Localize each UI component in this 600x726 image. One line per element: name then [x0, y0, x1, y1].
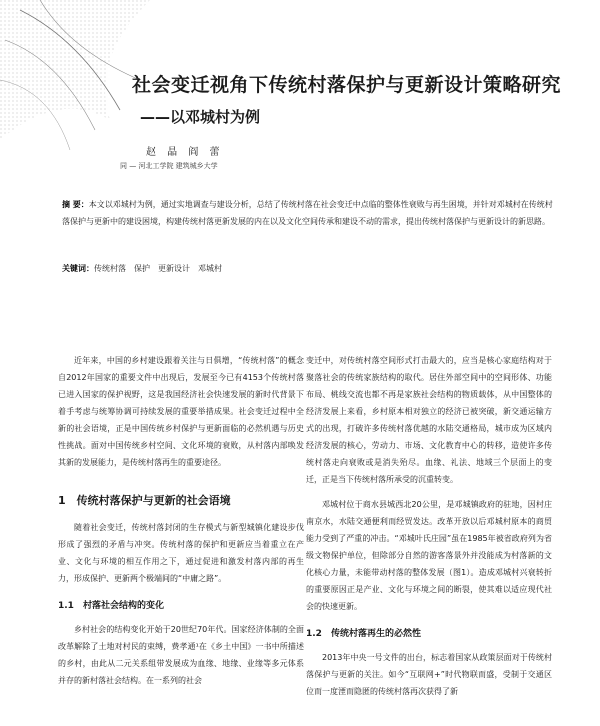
- paragraph: 乡村社会的结构变化开始于20世纪70年代。国家经济体制的全面改革解除了土地对村民的束缚，费孝通¹在《乡土中国》一书中所描述的乡村，由此从二元关系组带发展成为血缘、地缘、业缘等多元体系并存的新村落社会结构。在一系列的社会: [58, 625, 304, 685]
- abstract-label: 摘 要：: [62, 200, 89, 209]
- subsection-heading: 1.1 村落社会结构的变化: [58, 601, 164, 611]
- keywords-label: 关键词：: [62, 264, 94, 273]
- body-column-left: [58, 352, 304, 689]
- keywords-block: [62, 263, 554, 274]
- article-title: 社会变迁视角下传统村落保护与更新设计策略研究: [132, 74, 562, 96]
- article-subtitle: ——以邓城村为例: [140, 108, 261, 126]
- keywords-text: 传统村落 保护 更新设计 邓城村: [94, 264, 222, 273]
- section-heading: 1 传统村落保护与更新的社会语境: [58, 494, 231, 507]
- body-column-right: [306, 352, 552, 700]
- paragraph: 变迁中，对传统村落空间形式打击最大的，应当是核心家庭结构对于聚落社会的传统家族结构的取代。居住外部空间中的空间形体、功能布局、桃线交流也都不再是家族社会结构的物质载体，从中国整体的经济发展上来看，乡村原本相对独立的经济已被突破，新交通运输方式的出现，打破许多传统村落优越的水陆交通格局，城市成为区域内经济发展的核心，劳动力、市场、文化教育中心的转移，造使许多传统村落走向衰败或是消失殆尽。血缘、礼法、地域三个层面上的变迁，正是当下传统村落所承受的沉重转变。: [306, 356, 552, 484]
- paragraph: 近年来，中国的乡村建设跟着关注与日俱增，“传统村落”的概念自2012年国家的重要文件中出现后，发展至今已有4153个传统村落已进入国家的保护视野，这是我国经济社会快速发展的新时代背景下着手考虑与统筹协调可持续发展的重要举措成果。社会变迁过程中全新的社会语境，正是中国传统乡村保护与更新面临的必然机遇与历史性挑战。面对中国传统乡村空间、文化环境的衰败，从村落内部唤发其新的发展能力，是传统村落再生的重要途径。: [58, 356, 304, 467]
- paragraph: 2013年中央一号文件的出台，标志着国家从政策层面对于传统村落保护与更新的关注。如今“互联网+”时代物联而盛，受制于交通区位而一度湮而隐匿的传统村落再次获得了新: [306, 653, 552, 696]
- subsection-heading: 1.2 传统村落再生的必然性: [306, 629, 421, 639]
- abstract-text: 本文以邓城村为例，通过实地调查与建设分析，总结了传统村落在社会变迁中点临的整体性衰败与再生困境，并针对邓城村在传统村落保护与更新中的建设困境，构建传统村落更新发展的内在以及文化空间传承和建设不动的需求，提出传统村落保护与更新设计的新思路。: [62, 200, 553, 226]
- author-affiliation: 同 — 河北工学院 建筑城乡大学: [120, 162, 218, 170]
- author-list: 赵 晶 阎 蕾: [146, 147, 224, 158]
- paragraph: 邓城村位于商水县城西北20公里，是邓城镇政府的驻地，因村庄南京水，水陆交通便利而经贸发达。改革开放以后邓城村原本的商贸能力受到了严重的冲击。“邓城叶氏庄园”虽在1985年被省政府列为省级文物保护单位，但除部分自然的游客落景外并没能成为村落新的文化核心力量，未能带动村落的整体发展（图1）。造成邓城村兴衰转折的重要原因正是产业、文化与环境之间的断裂，使其难以适应现代社会的快速更新。: [306, 500, 552, 611]
- paragraph: 随着社会变迁，传统村落封闭的生存模式与新型城镇化建设步伐形成了强烈的矛盾与冲突。传统村落的保护和更新应当着重立在产业、文化与环境的相互作用之下，通过促进和激发村落内部的再生力，形成保护、更新两个极端间的“中庸之路”。: [58, 523, 304, 583]
- abstract-block: [62, 196, 554, 230]
